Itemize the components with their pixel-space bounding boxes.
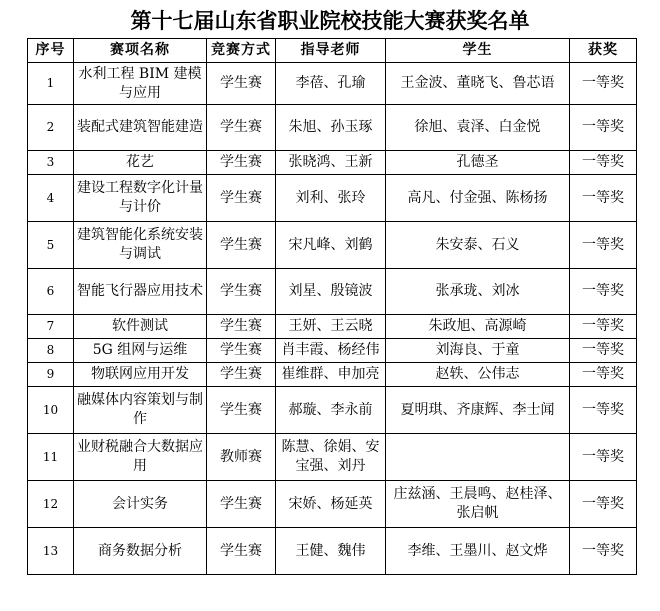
cell-teacher: 张晓鸿、王新 xyxy=(276,151,386,175)
cell-student: 孔德圣 xyxy=(386,151,570,175)
cell-award: 一等奖 xyxy=(570,363,637,387)
table-row xyxy=(28,481,637,528)
cell-teacher: 肖丰霞、杨经伟 xyxy=(276,339,386,363)
cell-mode: 学生赛 xyxy=(207,105,276,151)
cell-event: 建筑智能化系统安装与调试 xyxy=(74,222,207,269)
cell-student: 庄兹涵、王晨鸣、赵桂泽、张启帆 xyxy=(386,481,570,528)
cell-teacher: 王健、魏伟 xyxy=(276,528,386,575)
cell-mode: 学生赛 xyxy=(207,387,276,434)
cell-no: 9 xyxy=(28,363,74,387)
cell-award: 一等奖 xyxy=(570,528,637,575)
cell-teacher: 宋凡峰、刘鹤 xyxy=(276,222,386,269)
cell-award: 一等奖 xyxy=(570,151,637,175)
cell-award: 一等奖 xyxy=(570,269,637,315)
cell-event: 商务数据分析 xyxy=(74,528,207,575)
cell-teacher: 宋娇、杨延英 xyxy=(276,481,386,528)
cell-no: 7 xyxy=(28,315,74,339)
cell-student: 李维、王墨川、赵文烨 xyxy=(386,528,570,575)
table-row xyxy=(28,387,637,434)
cell-no: 4 xyxy=(28,175,74,222)
table-row xyxy=(28,63,637,105)
cell-award: 一等奖 xyxy=(570,63,637,105)
cell-event: 水利工程 BIM 建模与应用 xyxy=(74,63,207,105)
cell-mode: 学生赛 xyxy=(207,481,276,528)
cell-event: 软件测试 xyxy=(74,315,207,339)
cell-event: 物联网应用开发 xyxy=(74,363,207,387)
cell-student xyxy=(386,434,570,481)
cell-teacher: 李蓓、孔瑜 xyxy=(276,63,386,105)
cell-award: 一等奖 xyxy=(570,339,637,363)
cell-event: 花艺 xyxy=(74,151,207,175)
cell-event: 融媒体内容策划与制作 xyxy=(74,387,207,434)
cell-mode: 学生赛 xyxy=(207,269,276,315)
cell-no: 6 xyxy=(28,269,74,315)
cell-no: 5 xyxy=(28,222,74,269)
cell-mode: 学生赛 xyxy=(207,63,276,105)
table-row xyxy=(28,528,637,575)
header-award: 获奖 xyxy=(570,39,637,63)
cell-mode: 学生赛 xyxy=(207,315,276,339)
header-no: 序号 xyxy=(28,39,74,63)
cell-student: 徐旭、袁泽、白金悦 xyxy=(386,105,570,151)
cell-event: 装配式建筑智能建造 xyxy=(74,105,207,151)
table-row xyxy=(28,105,637,151)
cell-teacher: 陈慧、徐娟、安宝强、刘丹 xyxy=(276,434,386,481)
cell-no: 2 xyxy=(28,105,74,151)
header-teacher: 指导老师 xyxy=(276,39,386,63)
table-row xyxy=(28,434,637,481)
cell-no: 12 xyxy=(28,481,74,528)
cell-teacher: 王妍、王云晓 xyxy=(276,315,386,339)
table-row xyxy=(28,222,637,269)
cell-teacher: 刘利、张玲 xyxy=(276,175,386,222)
award-table xyxy=(27,38,637,575)
cell-no: 1 xyxy=(28,63,74,105)
cell-event: 建设工程数字化计量与计价 xyxy=(74,175,207,222)
cell-mode: 学生赛 xyxy=(207,222,276,269)
cell-award: 一等奖 xyxy=(570,315,637,339)
cell-mode: 学生赛 xyxy=(207,339,276,363)
cell-award: 一等奖 xyxy=(570,481,637,528)
cell-student: 王金波、董晓飞、鲁芯语 xyxy=(386,63,570,105)
cell-student: 赵轶、公伟志 xyxy=(386,363,570,387)
table-row xyxy=(28,339,637,363)
cell-student: 朱政旭、高源崎 xyxy=(386,315,570,339)
cell-award: 一等奖 xyxy=(570,175,637,222)
cell-student: 朱安泰、石义 xyxy=(386,222,570,269)
cell-award: 一等奖 xyxy=(570,387,637,434)
cell-mode: 学生赛 xyxy=(207,175,276,222)
cell-event: 智能飞行器应用技术 xyxy=(74,269,207,315)
cell-teacher: 郝璇、李永前 xyxy=(276,387,386,434)
cell-event: 会计实务 xyxy=(74,481,207,528)
cell-no: 10 xyxy=(28,387,74,434)
cell-event: 业财税融合大数据应用 xyxy=(74,434,207,481)
cell-no: 13 xyxy=(28,528,74,575)
cell-mode: 教师赛 xyxy=(207,434,276,481)
cell-award: 一等奖 xyxy=(570,222,637,269)
table-row xyxy=(28,363,637,387)
cell-mode: 学生赛 xyxy=(207,528,276,575)
header-mode: 竞赛方式 xyxy=(207,39,276,63)
cell-no: 11 xyxy=(28,434,74,481)
cell-event: 5G 组网与运维 xyxy=(74,339,207,363)
cell-no: 8 xyxy=(28,339,74,363)
cell-student: 张承珑、刘冰 xyxy=(386,269,570,315)
cell-student: 高凡、付金强、陈杨扬 xyxy=(386,175,570,222)
table-row xyxy=(28,151,637,175)
cell-award: 一等奖 xyxy=(570,434,637,481)
cell-no: 3 xyxy=(28,151,74,175)
table-row xyxy=(28,315,637,339)
cell-student: 刘海良、于童 xyxy=(386,339,570,363)
cell-teacher: 刘星、殷镜波 xyxy=(276,269,386,315)
header-event: 赛项名称 xyxy=(74,39,207,63)
table-row xyxy=(28,269,637,315)
cell-mode: 学生赛 xyxy=(207,151,276,175)
cell-teacher: 崔维群、申加亮 xyxy=(276,363,386,387)
page-title: 第十七届山东省职业院校技能大赛获奖名单 xyxy=(130,9,530,33)
cell-mode: 学生赛 xyxy=(207,363,276,387)
table-row xyxy=(28,175,637,222)
table-header-row xyxy=(28,39,637,63)
cell-teacher: 朱旭、孙玉琢 xyxy=(276,105,386,151)
cell-award: 一等奖 xyxy=(570,105,637,151)
cell-student: 夏明琪、齐康辉、李士闻 xyxy=(386,387,570,434)
header-student: 学生 xyxy=(386,39,570,63)
